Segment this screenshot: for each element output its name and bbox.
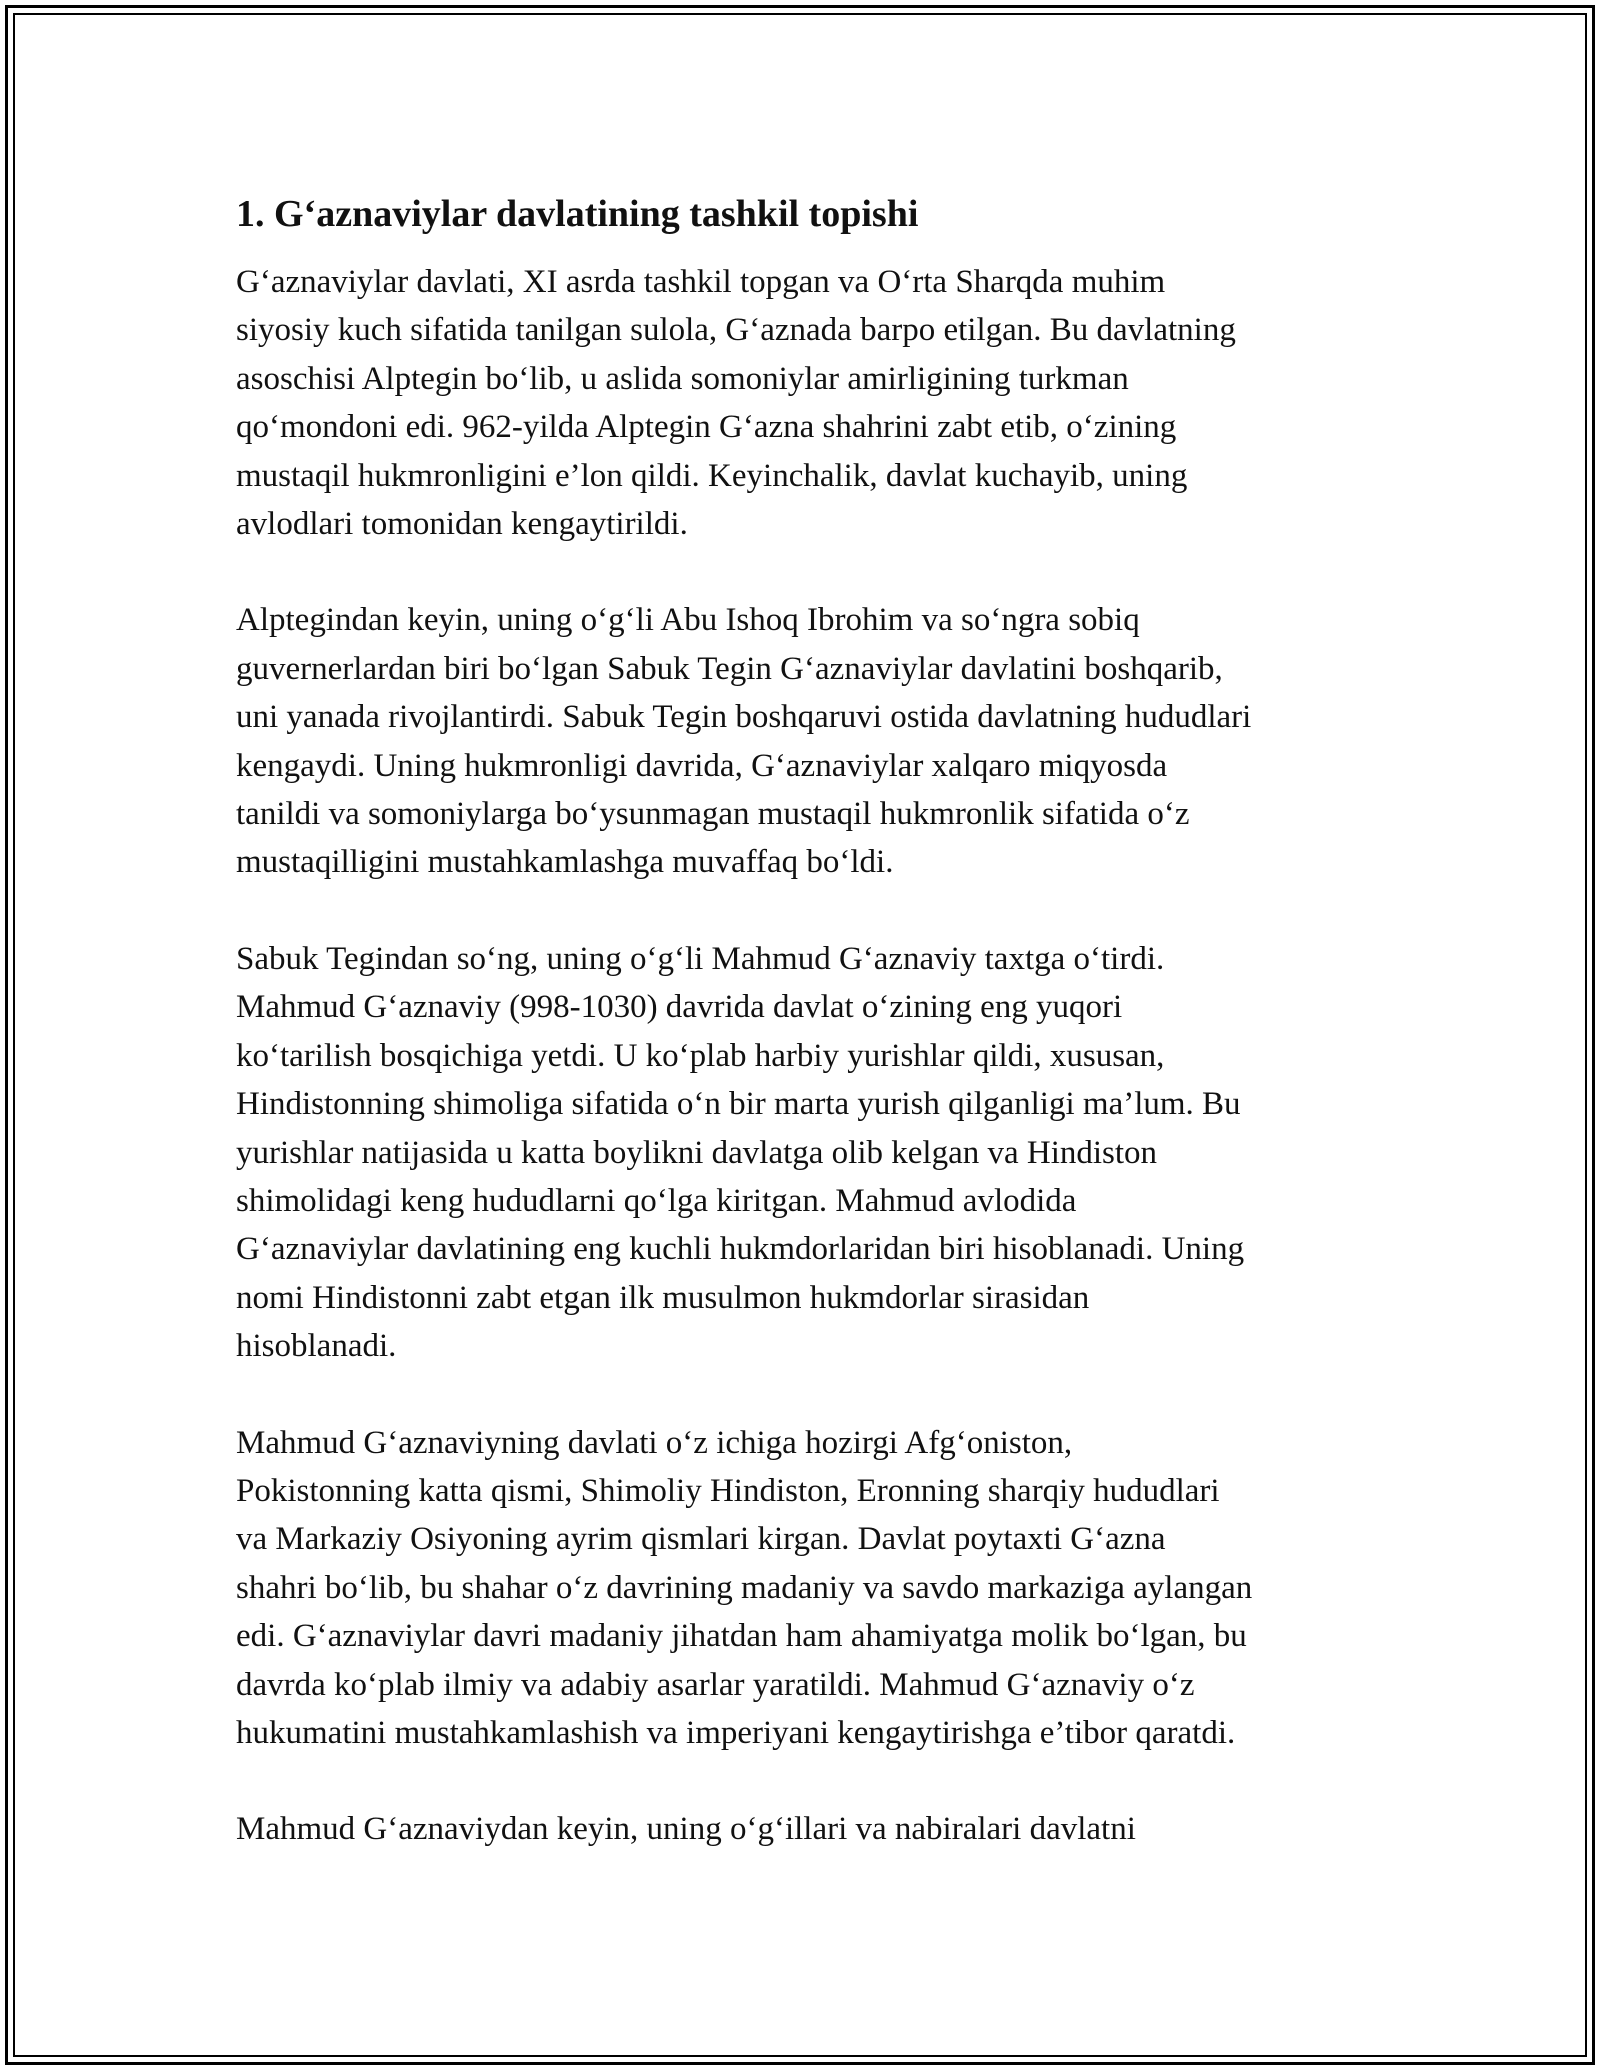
paragraph-line: edi. G‘aznaviylar davri madaniy jihatdan ham ahamiyatga molik bo‘lgan, bu [236, 1618, 1247, 1655]
paragraph-line: asoschisi Alptegin bo‘lib, u aslida somoniylar amirligining turkman [236, 360, 1129, 397]
paragraph-line: tanildi va somoniylarga bo‘ysunmagan mustaqil hukmronlik sifatida o‘z [236, 796, 1190, 833]
paragraph-line: shimolidagi keng hududlarni qo‘lga kiritgan. Mahmud avlodida [236, 1182, 1077, 1219]
section-heading: 1. G‘aznaviylar davlatining tashkil topishi [236, 193, 919, 235]
paragraph-line: Hindistonning shimoliga sifatida o‘n bir marta yurish qilganligi ma’lum. Bu [236, 1086, 1241, 1123]
paragraph-line: yurishlar natijasida u katta boylikni davlatga olib kelgan va Hindiston [236, 1134, 1158, 1171]
paragraph-line: G‘aznaviylar davlati, XI asrda tashkil topgan va O‘rta Sharqda muhim [236, 264, 1166, 300]
paragraph-line: hisoblanadi. [236, 1328, 397, 1365]
paragraph-line: nomi Hindistonni zabt etgan ilk musulmon hukmdorlar sirasidan [236, 1279, 1090, 1316]
paragraph-line: Pokistonning katta qismi, Shimoliy Hindiston, Eronning sharqiy hududlari [236, 1472, 1220, 1509]
paragraph-3 [236, 935, 1370, 1371]
paragraph-4 [236, 1419, 1370, 1758]
paragraph-line: shahri bo‘lib, bu shahar o‘z davrining madaniy va savdo markaziga aylangan [236, 1569, 1253, 1606]
paragraph-line: Mahmud G‘aznaviy (998-1030) davrida davlat o‘zining eng yuqori [236, 989, 1123, 1026]
paragraph-line: siyosiy kuch sifatida tanilgan sulola, G‘aznada barpo etilgan. Bu davlatning [236, 312, 1236, 349]
paragraph-line: uni yanada rivojlantirdi. Sabuk Tegin boshqaruvi ostida davlatning hududlari [236, 699, 1252, 736]
paragraph-line: Alptegindan keyin, uning o‘g‘li Abu Ishoq Ibrohim va so‘ngra sobiq [236, 602, 1140, 639]
paragraph-1 [236, 258, 1370, 548]
paragraph-line: qo‘mondoni edi. 962-yilda Alptegin G‘azna shahrini zabt etib, o‘zining [236, 409, 1177, 446]
paragraph-line: guvernerlardan biri bo‘lgan Sabuk Tegin G‘aznaviylar davlatini boshqarib, [236, 650, 1223, 687]
paragraph-line: mustaqilligini mustahkamlashga muvaffaq bo‘ldi. [236, 844, 894, 881]
paragraph-line: kengaydi. Uning hukmronligi davrida, G‘aznaviylar xalqaro miqyosda [236, 747, 1168, 784]
paragraph-line: ko‘tarilish bosqichiga yetdi. U ko‘plab harbiy yurishlar qildi, xususan, [236, 1037, 1165, 1074]
document-body [236, 188, 1370, 1902]
paragraph-line: hukumatini mustahkamlashish va imperiyani kengaytirishga e’tibor qaratdi. [236, 1714, 1236, 1751]
paragraph-line: Mahmud G‘aznaviyning davlati o‘z ichiga hozirgi Afg‘oniston, [236, 1424, 1073, 1461]
paragraph-line: Sabuk Tegindan so‘ng, uning o‘g‘li Mahmud G‘aznaviy taxtga o‘tirdi. [236, 940, 1165, 977]
paragraph-2 [236, 596, 1370, 886]
paragraph-line: Mahmud G‘aznaviydan keyin, uning o‘g‘illari va nabiralari davlatni [236, 1811, 1136, 1848]
paragraph-line: va Markaziy Osiyoning ayrim qismlari kirgan. Davlat poytaxti G‘azna [236, 1521, 1166, 1558]
paragraph-line: davrda ko‘plab ilmiy va adabiy asarlar yaratildi. Mahmud G‘aznaviy o‘z [236, 1666, 1195, 1703]
paragraph-5 [236, 1805, 1370, 1853]
paragraph-line: avlodlari tomonidan kengaytirildi. [236, 506, 688, 543]
paragraph-line: G‘aznaviylar davlatining eng kuchli hukmdorlaridan biri hisoblanadi. Uning [236, 1231, 1245, 1268]
paragraph-line: mustaqil hukmronligini e’lon qildi. Keyinchalik, davlat kuchayib, uning [236, 457, 1188, 494]
